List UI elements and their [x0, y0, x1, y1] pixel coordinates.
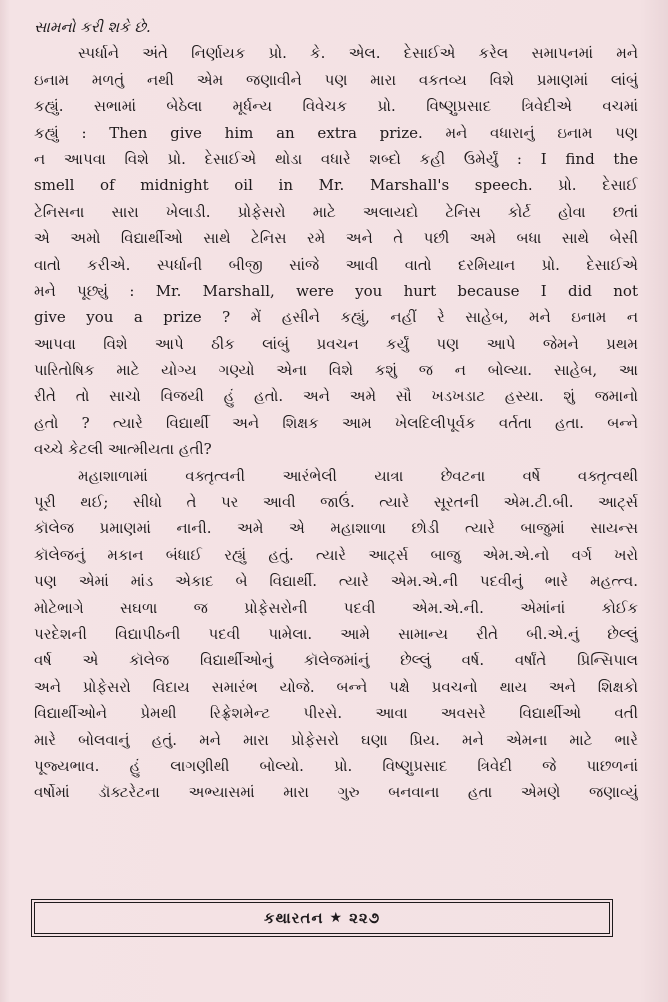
- text-line: મને પૂછ્યું : Mr. Marshall, were you hurt because I did not: [34, 281, 638, 300]
- text-line: સામનો કરી શકે છે.: [34, 18, 151, 36]
- text-line: કૉલેજ પ્રમાણમાં નાની. અમે એ મહાશાળા છોડી ત્યારે બાજુમાં સાયન્સ: [34, 519, 638, 538]
- book-title: કથારતન: [263, 909, 324, 927]
- body-text: [34, 14, 638, 806]
- text-line: મારે બોલવાનું હતું. મને મારા પ્રોફેસરો ઘણા પ્રિય. મને એમના માટે ભારે: [34, 730, 638, 749]
- text-line: પારિતોષિક માટે યોગ્ય ગણ્યો એના વિશે કશું જ ન બોલ્યા. સાહેબ, આ: [34, 361, 638, 380]
- text-line: વચ્ચે કેટલી આત્મીયતા હતી?: [34, 440, 212, 459]
- star-icon: ★: [329, 910, 344, 926]
- text-line: give you a prize ? મેં હસીને કહ્યું, નહીં રે સાહેબ, મને ઇનામ ન: [34, 308, 638, 327]
- text-line: ઇનામ મળતું નથી એમ જણાવીને પણ મારા વકતવ્ય વિશે પ્રમાણમાં લાંબું: [34, 70, 638, 89]
- page-footer: [34, 902, 610, 934]
- text-line: મોટેભાગે સઘળા જ પ્રોફેસરોની પદવી એમ.એ.ની. એમાંનાં કોઈક: [34, 598, 638, 617]
- text-line: પૂરી થઈ; સીધો તે પર આવી જાઉં. ત્યારે સૂરતની એમ.ટી.બી. આર્ટ્સ: [34, 493, 638, 512]
- text-line: વિદ્યાર્થીઓને પ્રેમથી રિફ્રેશમેન્ટ પીરસે. આવા અવસરે વિદ્યાર્થીઓ વતી: [34, 704, 638, 723]
- text-line: વાતો કરીએ. સ્પર્ધાની બીજી સાંજે આવી વાતો દરમિયાન પ્રો. દેસાઈએ: [34, 255, 638, 274]
- text-line: ટેનિસના સારા ખેલાડી. પ્રોફેસરો માટે અલાયદો ટેનિસ કોર્ટ હોવા છતાં: [34, 202, 638, 221]
- text-line: અને પ્રોફેસરો વિદાય સમારંભ યોજે. બન્ને પક્ષે પ્રવચનો થાય અને શિક્ષકો: [34, 677, 638, 696]
- text-line: પરદેશની વિદ્યાપીઠની પદવી પામેલા. આમે સામાન્ય રીતે બી.એ.નું છેલ્લું: [34, 624, 638, 643]
- text-line: પૂજ્યભાવ. હું લાગણીથી બોલ્યો. પ્રો. વિષ્ણુપ્રસાદ ત્રિવેદી જે પાછળનાં: [34, 756, 638, 775]
- text-line: આપવા વિશે આપે ઠીક લાંબું પ્રવચન કર્યું પણ આપે જેમને પ્રથમ: [34, 334, 638, 353]
- page-number: ૨૨૭: [349, 909, 381, 927]
- text-line: હતો ? ત્યારે વિદ્યાર્થી અને શિક્ષક આમ ખેલદિલીપૂર્વક વર્તતા હતા. બન્ને: [34, 413, 638, 432]
- text-line: ન આપવા વિશે પ્રો. દેસાઈએ થોડા વધારે શબ્દો કહી ઉમેર્યું : I find the: [34, 149, 638, 168]
- text-line: સ્પર્ધાને અંતે નિર્ણાયક પ્રો. કે. એલ. દેસાઈએ કરેલ સમાપનમાં મને: [78, 44, 638, 63]
- text-line: વર્ષોમાં ડૉક્ટરેટના અભ્યાસમાં મારા ગુરુ બનવાના હતા એમણે જણાવ્યું: [34, 783, 638, 802]
- text-line: કહ્યું : Then give him an extra prize. મને વધારાનું ઇનામ પણ: [34, 123, 638, 142]
- text-line: કહ્યું. સભામાં બેઠેલા મૂર્ધન્ય વિવેચક પ્રો. વિષ્ણુપ્રસાદ ત્રિવેદીએ વચમાં: [34, 97, 638, 116]
- text-line: રીતે તો સાચો વિજયી હું હતો. અને અમે સૌ ખડખડાટ હસ્યા. શું જમાનો: [34, 387, 638, 406]
- text-line: મહાશાળામાં વક્તૃત્વની આરંભેલી યાત્રા છેવટના વર્ષે વક્તૃત્વથી: [78, 466, 638, 485]
- text-line: એ અમો વિદ્યાર્થીઓ સાથે ટેનિસ રમે અને તે પછી અમે બધા સાથે બેસી: [34, 229, 638, 248]
- text-line: કૉલેજનું મકાન બંધાઈ રહ્યું હતું. ત્યારે આર્ટ્સ બાજુ એમ.એ.નો વર્ગ ખરો: [34, 545, 638, 564]
- text-line: પણ એમાં માંડ એકાદ બે વિદ્યાર્થી. ત્યારે એમ.એ.ની પદવીનું ભારે મહત્ત્વ.: [34, 572, 638, 591]
- text-line: smell of midnight oil in Mr. Marshall's speech. પ્રો. દેસાઈ: [34, 176, 638, 195]
- text-line: વર્ષ એ કૉલેજ વિદ્યાર્થીઓનું કૉલેજમાંનું છેલ્લું વર્ષ. વર્ષાંતે પ્રિન્સિપાલ: [34, 651, 638, 670]
